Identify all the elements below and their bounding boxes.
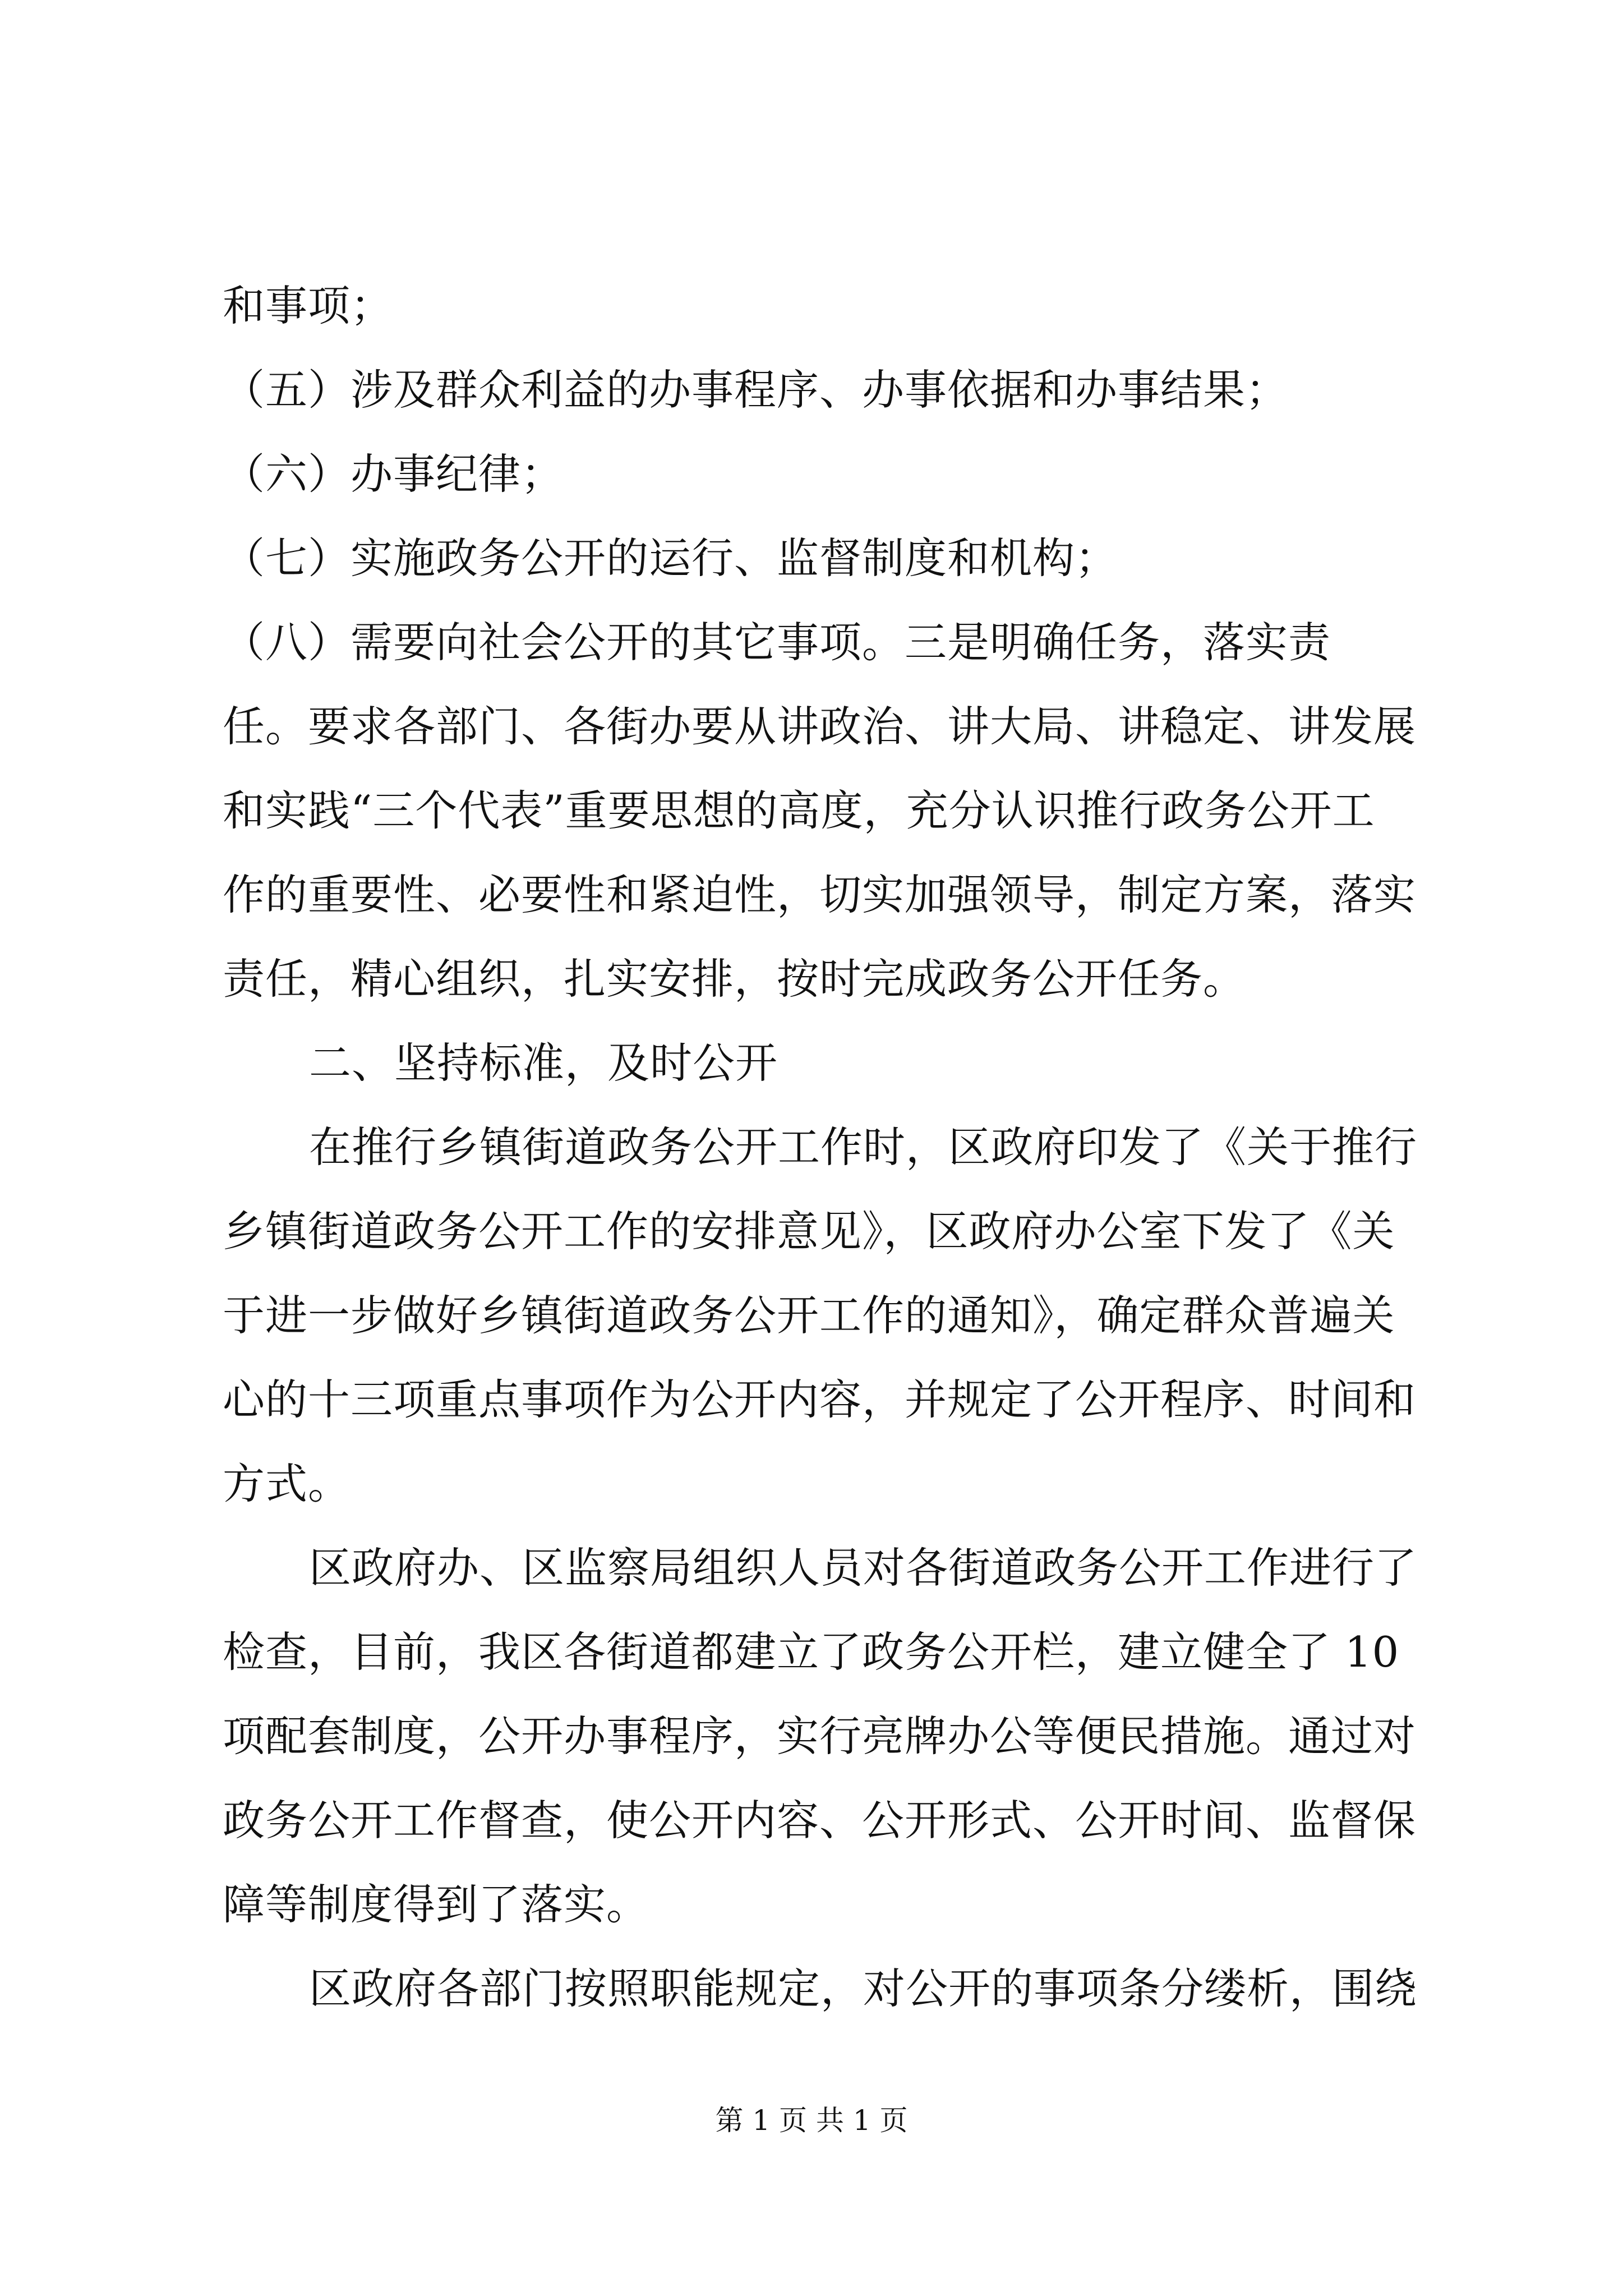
text-line: 和事项；: [223, 281, 394, 330]
text-line: 作的重要性、必要性和紧迫性，切实加强领导，制定方案，落实: [223, 870, 1417, 919]
text-line: 区政府办、区监察局组织人员对各街道政务公开工作进行了: [309, 1543, 1418, 1593]
text-line: （五）涉及群众利益的办事程序、办事依据和办事结果；: [223, 365, 1289, 415]
text-line: 于进一步做好乡镇街道政务公开工作的通知》，确定群众普遍关: [223, 1291, 1395, 1340]
text-line: （七）实施政务公开的运行、监督制度和机构；: [223, 533, 1118, 583]
text-line: 在推行乡镇街道政务公开工作时，区政府印发了《关于推行: [309, 1122, 1418, 1172]
text-line: （八）需要向社会公开的其它事项。三是明确任务，落实责: [223, 618, 1331, 667]
text-line: 区政府各部门按照职能规定，对公开的事项条分缕析，围绕: [309, 1964, 1418, 2013]
text-line: 障等制度得到了落实。: [223, 1880, 649, 1929]
text-line: 项配套制度，公开办事程序，实行亮牌办公等便民措施。通过对: [223, 1711, 1417, 1761]
text-line: 政务公开工作督查，使公开内容、公开形式、公开时间、监督保: [223, 1796, 1417, 1845]
text-line: 乡镇街道政务公开工作的安排意见》，区政府办公室下发了《关: [223, 1207, 1395, 1256]
text-line: 责任，精心组织，扎实安排，按时完成政务公开任务。: [223, 954, 1246, 1004]
text-line: 任。要求各部门、各街办要从讲政治、讲大局、讲稳定、讲发展: [223, 702, 1417, 751]
text-line: 方式。: [223, 1459, 351, 1508]
text-line: 和实践“三个代表”重要思想的高度，充分认识推行政务公开工: [223, 786, 1375, 835]
text-line: （六）办事纪律；: [223, 449, 564, 499]
document-body: [223, 264, 1428, 2031]
text-line: 心的十三项重点事项作为公开内容，并规定了公开程序、时间和: [223, 1375, 1417, 1424]
section-heading: 二、坚持标准，及时公开: [309, 1038, 778, 1088]
page-footer: 第 1 页 共 1 页: [715, 2104, 908, 2137]
text-line: 检查，目前，我区各街道都建立了政务公开栏，建立健全了 10: [223, 1627, 1400, 1677]
